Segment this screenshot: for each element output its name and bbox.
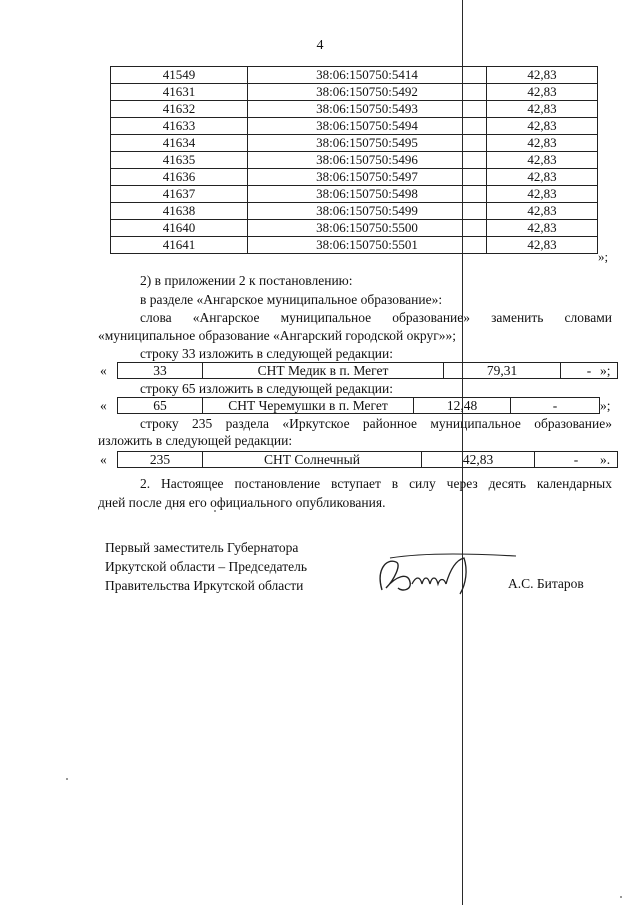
- row-name-cell: СНТ Медик в п. Мегет: [203, 363, 444, 378]
- table-row: [111, 203, 598, 220]
- scan-speck: [214, 510, 216, 512]
- row33-intro: строку 33 изложить в следующей редакции:: [140, 346, 394, 361]
- parcel-number-cell: 41635: [111, 152, 248, 169]
- area-cell: 42,83: [487, 220, 598, 237]
- table-end-quote: »;: [598, 249, 609, 264]
- table-row: [111, 152, 598, 169]
- parcel-number-cell: 41641: [111, 237, 248, 254]
- scan-speck: [66, 778, 68, 780]
- row-value-cell: 12,48: [414, 398, 511, 413]
- item2-heading: 2) в приложении 2 к постановлению:: [140, 273, 353, 288]
- row-name-cell: СНТ Солнечный: [203, 452, 422, 467]
- table-row: [111, 135, 598, 152]
- row33-table: [100, 362, 620, 379]
- signatory-title-line-3: Правительства Иркутской области: [105, 578, 304, 593]
- row-number-cell: 235: [118, 452, 203, 467]
- row-dash-cell: -: [552, 398, 558, 413]
- cadastral-number-cell: 38:06:150750:5492: [248, 84, 487, 101]
- parcel-number-cell: 41640: [111, 220, 248, 237]
- parcel-number-cell: 41549: [111, 67, 248, 84]
- cadastral-number-cell: 38:06:150750:5493: [248, 101, 487, 118]
- effective-clause-line-1: 2. Настоящее постановление вступает в силу через десять календарных: [140, 476, 612, 491]
- item2-replace-line-2: «муниципальное образование «Ангарский городской округ»»;: [98, 328, 456, 343]
- cadastral-number-cell: 38:06:150750:5414: [248, 67, 487, 84]
- cadastral-table: [110, 66, 598, 254]
- parcel-number-cell: 41632: [111, 101, 248, 118]
- cadastral-number-cell: 38:06:150750:5499: [248, 203, 487, 220]
- signatory-title-line-1: Первый заместитель Губернатора: [105, 540, 299, 555]
- open-quote: «: [100, 398, 107, 413]
- close-quote: »;: [600, 398, 611, 413]
- row-name-cell: СНТ Черемушки в п. Мегет: [203, 398, 414, 413]
- row-number-cell: 65: [118, 398, 203, 413]
- table-row: [111, 118, 598, 135]
- cadastral-number-cell: 38:06:150750:5501: [248, 237, 487, 254]
- cadastral-number-cell: 38:06:150750:5495: [248, 135, 487, 152]
- cadastral-number-cell: 38:06:150750:5498: [248, 186, 487, 203]
- item2-replace-line: слова «Ангарское муниципальное образование» заменить словами: [140, 310, 612, 325]
- row235-table: [100, 451, 620, 468]
- area-cell: 42,83: [487, 186, 598, 203]
- row65-table: [100, 397, 620, 414]
- parcel-number-cell: 41633: [111, 118, 248, 135]
- parcel-number-cell: 41636: [111, 169, 248, 186]
- table-row: [111, 186, 598, 203]
- cadastral-number-cell: 38:06:150750:5494: [248, 118, 487, 135]
- scan-speck: [620, 896, 622, 898]
- row-dash-cell: -: [573, 452, 579, 467]
- handwritten-signature: [368, 550, 518, 602]
- row-dash-cell: -: [586, 363, 592, 378]
- effective-clause-line-2: дней после дня его официального опубликования.: [98, 495, 386, 510]
- row-value-cell: 42,83: [422, 452, 535, 467]
- area-cell: 42,83: [487, 203, 598, 220]
- table-row: [111, 101, 598, 118]
- area-cell: 42,83: [487, 169, 598, 186]
- parcel-number-cell: 41637: [111, 186, 248, 203]
- open-quote: «: [100, 452, 107, 467]
- signatory-title: [105, 538, 307, 595]
- table-row: [111, 169, 598, 186]
- row-value-cell: 79,31: [444, 363, 561, 378]
- row65-cells: [117, 397, 600, 414]
- close-quote: »;: [600, 363, 611, 378]
- row235-intro-2: изложить в следующей редакции:: [98, 433, 293, 448]
- open-quote: «: [100, 363, 107, 378]
- area-cell: 42,83: [487, 118, 598, 135]
- row33-cells: [117, 362, 618, 379]
- parcel-number-cell: 41634: [111, 135, 248, 152]
- parcel-number-cell: 41638: [111, 203, 248, 220]
- close-quote: ».: [600, 452, 611, 467]
- cadastral-number-cell: 38:06:150750:5496: [248, 152, 487, 169]
- signatory-name: А.С. Битаров: [508, 576, 584, 591]
- table-row: [111, 84, 598, 101]
- parcel-number-cell: 41631: [111, 84, 248, 101]
- row235-intro: строку 235 раздела «Иркутское районное муниципальное образование»: [140, 416, 612, 431]
- area-cell: 42,83: [487, 135, 598, 152]
- cadastral-number-cell: 38:06:150750:5497: [248, 169, 487, 186]
- area-cell: 42,83: [487, 152, 598, 169]
- signatory-title-line-2: Иркутской области – Председатель: [105, 559, 307, 574]
- row-number-cell: 33: [118, 363, 203, 378]
- area-cell: 42,83: [487, 84, 598, 101]
- page-number: 4: [316, 38, 324, 53]
- item2-section-line: в разделе «Ангарское муниципальное образование»:: [140, 292, 443, 307]
- area-cell: 42,83: [487, 67, 598, 84]
- cadastral-table-body: [111, 67, 598, 254]
- table-row: [111, 237, 598, 254]
- cadastral-number-cell: 38:06:150750:5500: [248, 220, 487, 237]
- area-cell: 42,83: [487, 101, 598, 118]
- row235-cells: [117, 451, 618, 468]
- row65-intro: строку 65 изложить в следующей редакции:: [140, 381, 394, 396]
- table-row: [111, 67, 598, 84]
- area-cell: 42,83: [487, 237, 598, 254]
- table-row: [111, 220, 598, 237]
